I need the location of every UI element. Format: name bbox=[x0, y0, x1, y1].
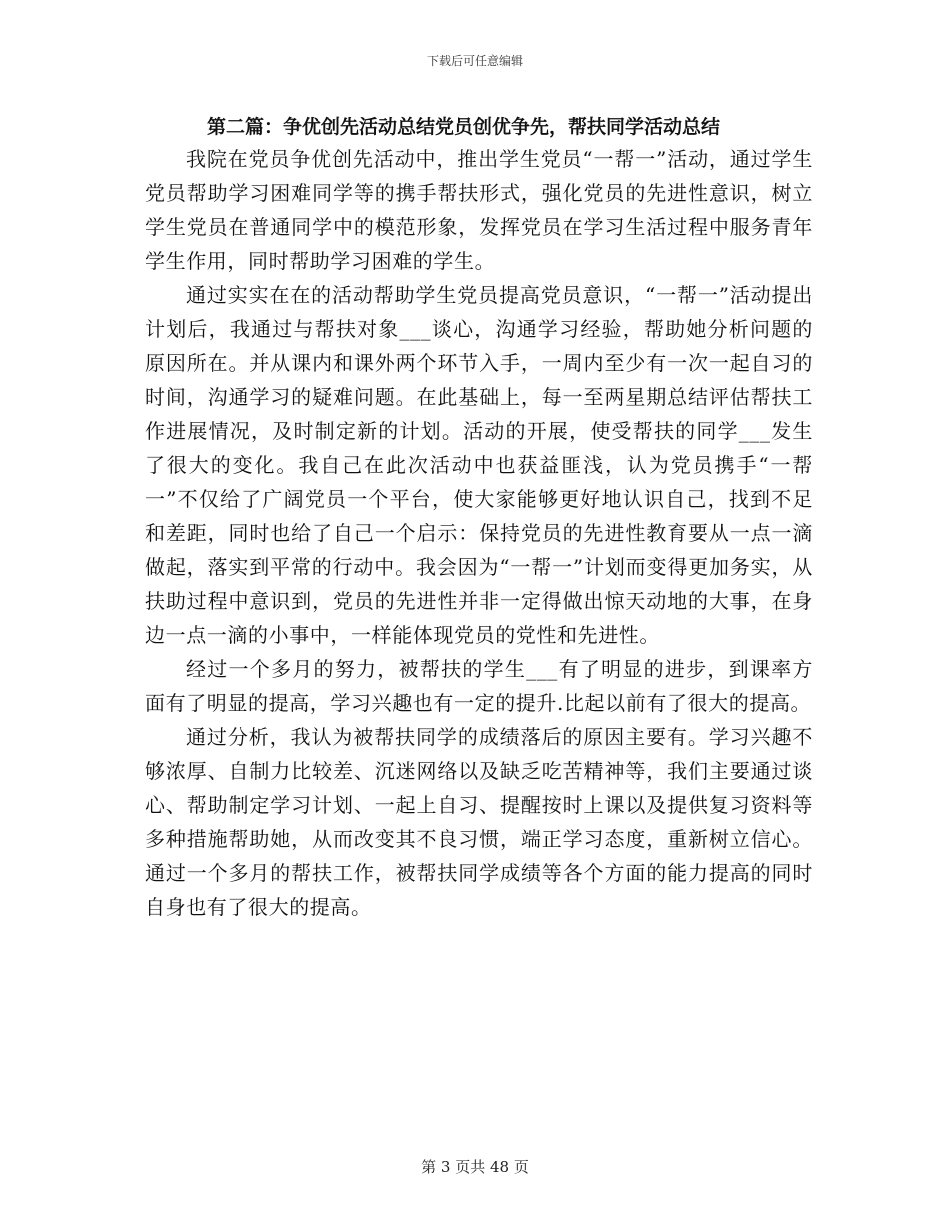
paragraph: 经过一个多月的努力，被帮扶的学生___有了明显的进步，到课率方面有了明显的提高，学习兴趣也有一定的提升.比起以前有了很大的提高。 bbox=[145, 657, 813, 715]
paragraph: 我院在党员争优创先活动中，推出学生党员“一帮一”活动，通过学生党员帮助学习困难同学等的携手帮扶形式，强化党员的先进性意识，树立学生党员在普通同学中的模范形象，发挥党员在学习生活过程中服务青年学生作用，同时帮助学习困难的学生。 bbox=[145, 147, 813, 273]
document-title: 第二篇：争优创先活动总结党员创优争先，帮扶同学活动总结 bbox=[207, 116, 721, 138]
page-header-note: 下载后可任意编辑 bbox=[426, 54, 523, 68]
document-body bbox=[145, 112, 813, 924]
paragraph: 通过分析，我认为被帮扶同学的成绩落后的原因主要有。学习兴趣不够浓厚、自制力比较差、沉迷网络以及缺乏吃苦精神等，我们主要通过谈心、帮助制定学习计划、一起上自习、提醒按时上课以及提供复习资料等多种措施帮助她，从而改变其不良习惯，端正学习态度，重新树立信心。通过一个多月的帮扶工作，被帮扶同学成绩等各个方面的能力提高的同时自身也有了很大的提高。 bbox=[145, 725, 813, 919]
paragraph: 通过实实在在的活动帮助学生党员提高党员意识，“一帮一”活动提出计划后，我通过与帮扶对象___谈心，沟通学习经验，帮助她分析问题的原因所在。并从课内和课外两个环节入手，一周内至少有一次一起自习的时间，沟通学习的疑难问题。在此基础上，每一至两星期总结评估帮扶工作进展情况，及时制定新的计划。活动的开展，使受帮扶的同学___发生了很大的变化。我自己在此次活动中也获益匪浅，认为党员携手“一帮一”不仅给了广阔党员一个平台，使大家能够更好地认识自己，找到不足和差距，同时也给了自己一个启示：保持党员的先进性教育要从一点一滴做起，落实到平常的行动中。我会因为“一帮一”计划而变得更加务实，从扶助过程中意识到，党员的先进性并非一定得做出惊天动地的大事，在身边一点一滴的小事中，一样能体现党员的党性和先进性。 bbox=[145, 283, 813, 647]
page-number: 第 3 页共 48 页 bbox=[421, 1158, 529, 1176]
